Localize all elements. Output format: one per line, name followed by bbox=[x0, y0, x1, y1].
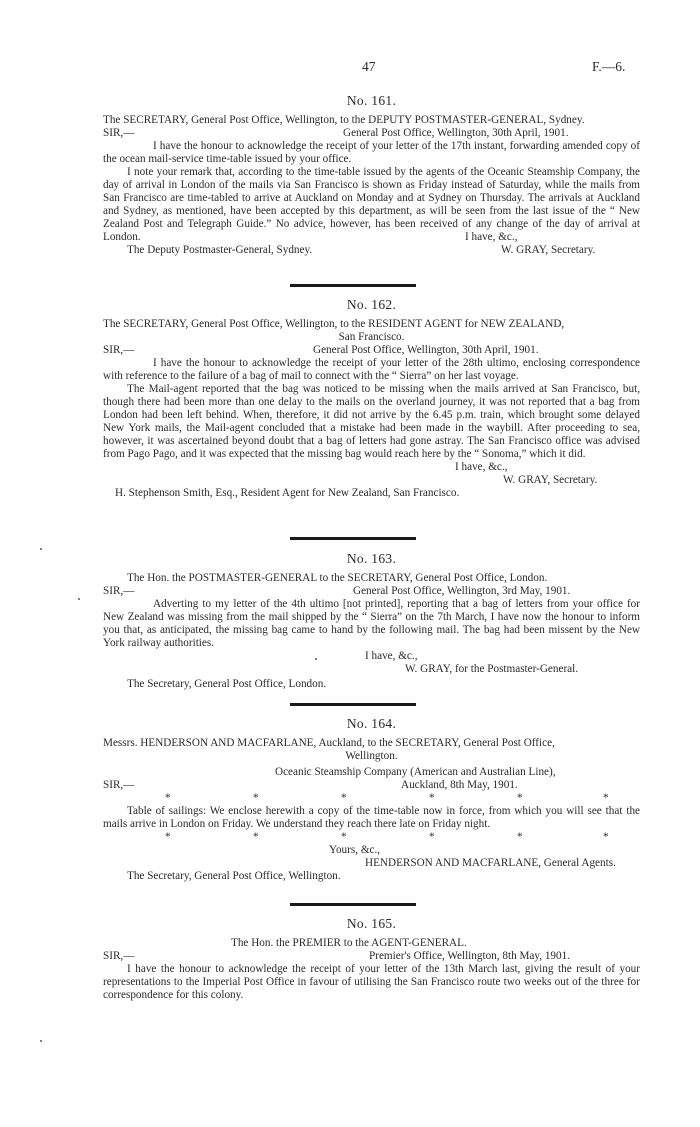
recipient: H. Stephenson Smith, Esq., Resident Agent for New Zealand, San Francisco. bbox=[115, 487, 460, 499]
paragraph: I have the honour to acknowledge the receipt of your letter of the 17th instant, forwarding amended copy of the ocean mail-service time-table issued by your office. bbox=[103, 140, 640, 165]
dateline: Auckland, 8th May, 1901. bbox=[401, 779, 518, 791]
scan-speck bbox=[78, 598, 80, 600]
recipient: The Secretary, General Post Office, Wellington. bbox=[127, 870, 341, 882]
section-divider bbox=[290, 537, 416, 540]
salutation: SIR,— bbox=[103, 585, 135, 597]
salutation-line bbox=[103, 585, 640, 598]
signature: HENDERSON AND MACFARLANE, General Agents. bbox=[365, 857, 616, 869]
scan-speck bbox=[315, 658, 317, 660]
salutation-line bbox=[103, 950, 640, 963]
paragraph: The Mail-agent reported that the bag was noticed to be missing when the mails arrived at San Francisco, but, though there had been more than one delay to the mails on the overland journey, it was not reported that a bag from London had been left behind. When, therefore, it did not arrive by the 6.45 p.m. train, which brought some delayed New York mails, the Mail-agent concluded that a mistake had been made in the waybill. After proceeding to sea, however, it was ascertained beyond doubt that a bag of letters had gone astray. The San Francisco office was advised from Pago Pago, and it was expected that the missing bag would reach here by the “ Sonoma,” which it did. bbox=[103, 383, 640, 460]
letter-number: No. 164. bbox=[346, 716, 397, 731]
letter-161 bbox=[103, 92, 640, 257]
signature: W. GRAY, Secretary. bbox=[501, 244, 596, 256]
salutation: SIR,— bbox=[103, 127, 135, 139]
salutation-line bbox=[103, 127, 640, 140]
letter-address: The SECRETARY, General Post Office, Wellington, to the DEPUTY POSTMASTER-GENERAL, Sydney. bbox=[103, 114, 585, 126]
closing: Yours, &c., bbox=[329, 844, 381, 856]
paragraph: Adverting to my letter of the 4th ultimo [not printed], reporting that a bag of letters from your office for New Zealand was missing from the mail shipped by the “ Sierra” on the 7th March, I have now the honour to inform you that, as anticipated, the missing bag came to hand by the following mail. The bag had been missent by the New York railway authorities. bbox=[103, 598, 640, 649]
letter-number: No. 165. bbox=[346, 916, 397, 931]
omission-marks: * * * * * * bbox=[165, 831, 609, 843]
letter-address: The Hon. the PREMIER to the AGENT-GENERAL. bbox=[231, 937, 467, 949]
signature: W. GRAY, Secretary. bbox=[503, 474, 598, 486]
scan-speck bbox=[40, 1040, 42, 1042]
recipient: The Secretary, General Post Office, London. bbox=[127, 678, 327, 690]
section-divider bbox=[290, 703, 416, 706]
letter-address: Messrs. HENDERSON AND MACFARLANE, Auckland, to the SECRETARY, General Post Office, bbox=[103, 737, 555, 749]
letter-address: The Hon. the POSTMASTER-GENERAL to the SECRETARY, General Post Office, London. bbox=[127, 572, 548, 584]
scan-speck bbox=[40, 548, 42, 550]
letter-163 bbox=[103, 550, 640, 691]
closing: I have, &c., bbox=[465, 231, 518, 243]
section-divider bbox=[290, 903, 416, 906]
letter-number: No. 161. bbox=[346, 93, 397, 108]
letter-number: No. 162. bbox=[346, 297, 397, 312]
letter-number: No. 163. bbox=[346, 551, 397, 566]
salutation: SIR,— bbox=[103, 344, 135, 356]
salutation: SIR,— bbox=[103, 950, 135, 962]
paragraph: Table of sailings: We enclose herewith a copy of the time-table now in force, from which you will see that the mails arrive in London on Friday. We understand they reach there late on Friday night. bbox=[103, 805, 640, 830]
omission-marks: * * * * * * bbox=[165, 792, 609, 804]
dateline: General Post Office, Wellington, 30th April, 1901. bbox=[313, 344, 539, 356]
dateline: Premier's Office, Wellington, 8th May, 1901. bbox=[369, 950, 571, 962]
letter-164 bbox=[103, 715, 640, 883]
letter-165 bbox=[103, 915, 640, 1002]
letter-162 bbox=[103, 296, 640, 500]
letter-address-continued: Wellington. bbox=[345, 750, 398, 762]
signature: W. GRAY, for the Postmaster-General. bbox=[405, 663, 579, 675]
recipient: The Deputy Postmaster-General, Sydney. bbox=[127, 244, 313, 256]
paragraph: I note your remark that, according to the time-table issued by the agents of the Oceanic Steamship Company, the day of arrival in London of the mails via San Francisco is shown as Friday instead of Saturday, while the mails from San Francisco are time-tabled to arrive at Auckland on Monday and at Sydney on Thursday. The arrivals at Auckland and Sydney, as mentioned, have been accepted by this department, as will be seen from the last issue of the “ New Zealand Post and Telegraph Guide.” No advice, however, has been received of any change of the day of arrival at London. bbox=[103, 166, 640, 243]
salutation-line bbox=[103, 344, 640, 357]
dateline-organization: Oceanic Steamship Company (American and Australian Line), bbox=[275, 766, 556, 778]
dateline: General Post Office, Wellington, 30th April, 1901. bbox=[343, 127, 569, 139]
page-header bbox=[0, 60, 700, 76]
page-number: 47 bbox=[362, 59, 376, 74]
document-reference: F.—6. bbox=[592, 59, 626, 74]
paragraph: I have the honour to acknowledge the receipt of your letter of the 28th ultimo, enclosing correspondence with reference to the failure of a bag of mail to connect with the “ Sierra” on her last voyage. bbox=[103, 357, 640, 382]
section-divider bbox=[290, 284, 416, 287]
salutation: SIR,— bbox=[103, 779, 135, 791]
closing: I have, &c., bbox=[365, 650, 418, 662]
letter-address: The SECRETARY, General Post Office, Wellington, to the RESIDENT AGENT for NEW ZEALAND, bbox=[103, 318, 565, 330]
paragraph: I have the honour to acknowledge the receipt of your letter of the 13th March last, giving the result of your representations to the Imperial Post Office in favour of utilising the San Francisco route two weeks out of the three for correspondence for this colony. bbox=[103, 963, 640, 1001]
salutation-line bbox=[103, 779, 640, 792]
dateline: General Post Office, Wellington, 3rd May, 1901. bbox=[353, 585, 571, 597]
closing: I have, &c., bbox=[455, 461, 508, 473]
letter-address-continued: San Francisco. bbox=[338, 331, 405, 343]
